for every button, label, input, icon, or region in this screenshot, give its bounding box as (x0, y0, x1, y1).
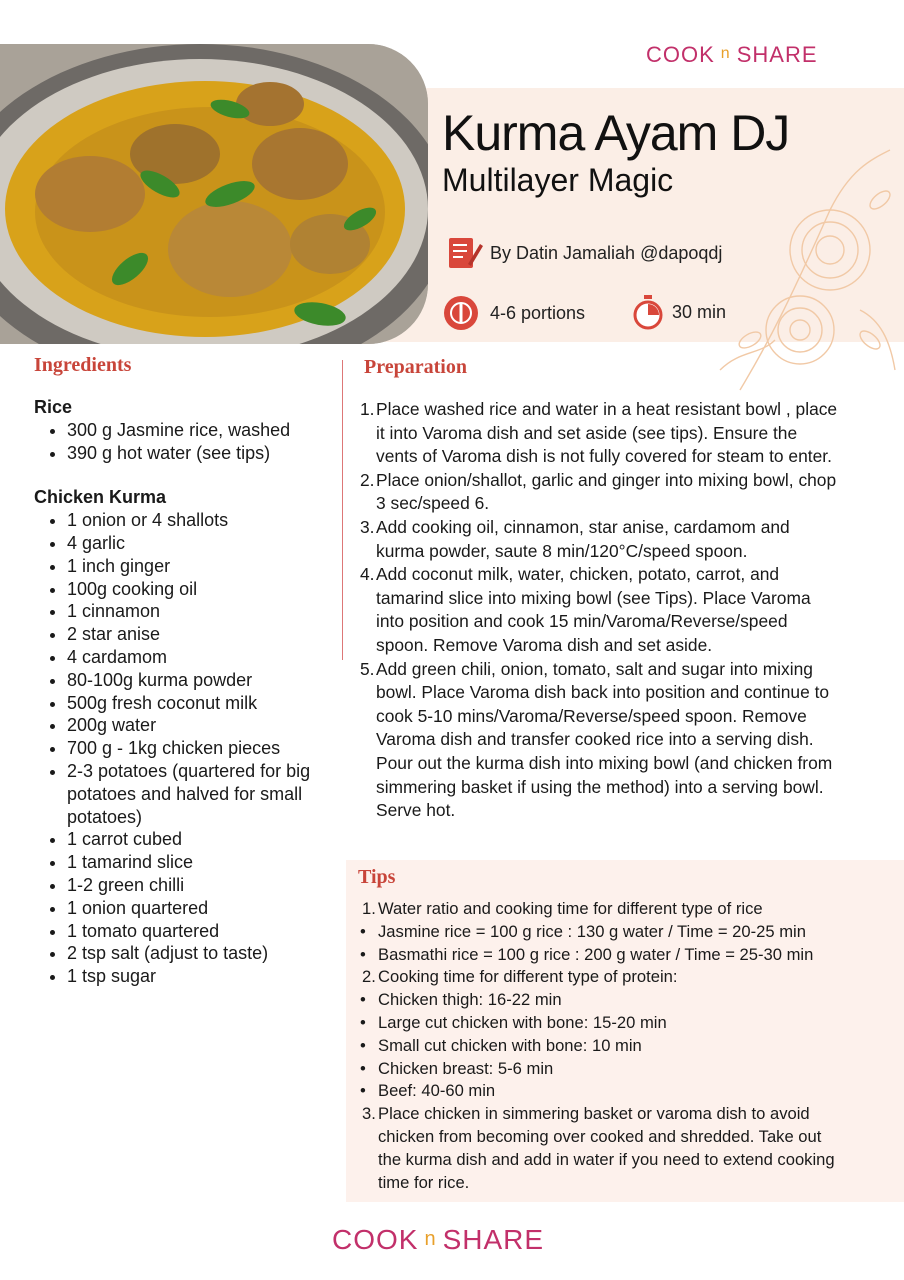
ingredients-list (34, 396, 334, 988)
kurma-ingredients (34, 509, 334, 988)
rice-heading: Rice (34, 397, 73, 417)
pen-paper-icon (446, 234, 484, 272)
list-item: 1. Water ratio and cooking time for different type of rice (362, 899, 763, 918)
list-item: • 390 g hot water (see tips) (67, 442, 334, 465)
list-item: • Basmathi rice = 100 g rice : 200 g water / Time = 25-30 min (360, 944, 814, 964)
list-item: • 80-100g kurma powder (67, 669, 334, 692)
list-item: 3. Place chicken in simmering basket or varoma dish to avoid chicken from becoming over cooked and shredded. Take out the kurma dish and add in water if you need to extend cooking time for rice. (362, 1104, 835, 1192)
author-text: By Datin Jamaliah @dapoqdj (490, 242, 723, 263)
list-item: • 700 g - 1kg chicken pieces (67, 737, 334, 760)
author-row (446, 234, 722, 272)
list-item: • 1 cinnamon (67, 600, 334, 623)
list-item: • Large cut chicken with bone: 15-20 min (360, 1012, 667, 1032)
list-item: • 1 carrot cubed (67, 828, 334, 851)
list-item: • 4 cardamom (67, 646, 334, 669)
ingredients-heading: Ingredients (34, 354, 132, 376)
list-item: • 300 g Jasmine rice, washed (67, 419, 334, 442)
kurma-dish-illustration (0, 44, 428, 344)
list-item: • Small cut chicken with bone: 10 min (360, 1035, 642, 1055)
brand-logo-bottom: COOK n SHARE (332, 1224, 545, 1255)
list-item: 2. Cooking time for different type of protein: (362, 967, 678, 987)
kurma-heading: Chicken Kurma (34, 487, 167, 508)
list-item: 2. Place onion/shallot, garlic and ginger into mixing bowl, chop 3 sec/speed 6. (360, 469, 837, 514)
brand-logo-top: COOK n SHARE (646, 42, 818, 67)
tips-heading: Tips (358, 866, 396, 888)
time-text: 30 min (672, 301, 727, 322)
preparation-steps (360, 398, 840, 823)
list-item: 1. Place washed rice and water in a heat resistant bowl , place it into Varoma dish and set aside (see tips). Ensure the vents of Varoma dish is not fully covered for steam to enter. (360, 399, 838, 467)
list-item: 5. Add green chili, onion, tomato, salt and sugar into mixing bowl. Place Varoma dish back into position and continue to cook 5-10 mins/Varoma/Reverse/speed spoon. Remove Varoma dish and transfer cooked rice into a serving dish. Pour out the kurma dish into mixing bowl (and chicken from simmering basket if using the method) into a serving bowl. Serve hot. (360, 658, 833, 821)
stopwatch-icon (632, 294, 664, 330)
list-item: • 2 star anise (67, 623, 334, 646)
list-item: • 200g water (67, 714, 334, 737)
list-item: • Chicken thigh: 16-22 min (360, 990, 562, 1010)
list-item: • 2-3 potatoes (quartered for big potatoes and halved for small potatoes) (67, 760, 334, 828)
preparation-heading: Preparation (364, 356, 467, 378)
list-item: • Jasmine rice = 100 g rice : 130 g water / Time = 20-25 min (360, 921, 806, 941)
list-item: • 1 onion quartered (67, 897, 334, 920)
recipe-photo (0, 44, 428, 344)
rice-ingredients (34, 419, 334, 465)
recipe-title: Kurma Ayam DJ (442, 105, 790, 161)
list-item: • 1 tsp sugar (67, 965, 334, 988)
recipe-subtitle: Multilayer Magic (442, 162, 674, 198)
list-item: • 1 inch ginger (67, 555, 334, 578)
list-item: • Chicken breast: 5-6 min (360, 1058, 554, 1078)
list-item: • Beef: 40-60 min (360, 1081, 496, 1101)
column-divider (342, 360, 343, 660)
list-item: • 1-2 green chilli (67, 874, 334, 897)
list-item: • 1 tomato quartered (67, 920, 334, 943)
plate-cutlery-icon (442, 294, 480, 332)
list-item: • 4 garlic (67, 532, 334, 555)
list-item: 3. Add cooking oil, cinnamon, star anise, cardamom and kurma powder, saute 8 min/120°C/speed spoon. (360, 516, 790, 561)
list-item: • 1 tamarind slice (67, 851, 334, 874)
list-item: • 2 tsp salt (adjust to taste) (67, 942, 334, 965)
time-row (632, 294, 726, 330)
tips-list (358, 898, 848, 1194)
list-item: • 500g fresh coconut milk (67, 692, 334, 715)
portions-text: 4-6 portions (490, 302, 586, 323)
list-item: 4. Add coconut milk, water, chicken, potato, carrot, and tamarind slice into mixing bowl (see Tips). Place Varoma into position and cook 15 min/Varoma/Reverse/speed spoon. Remove Varoma dish and set aside. (360, 564, 811, 655)
portions-row (442, 294, 585, 332)
list-item: • 100g cooking oil (67, 578, 334, 601)
list-item: • 1 onion or 4 shallots (67, 509, 334, 532)
